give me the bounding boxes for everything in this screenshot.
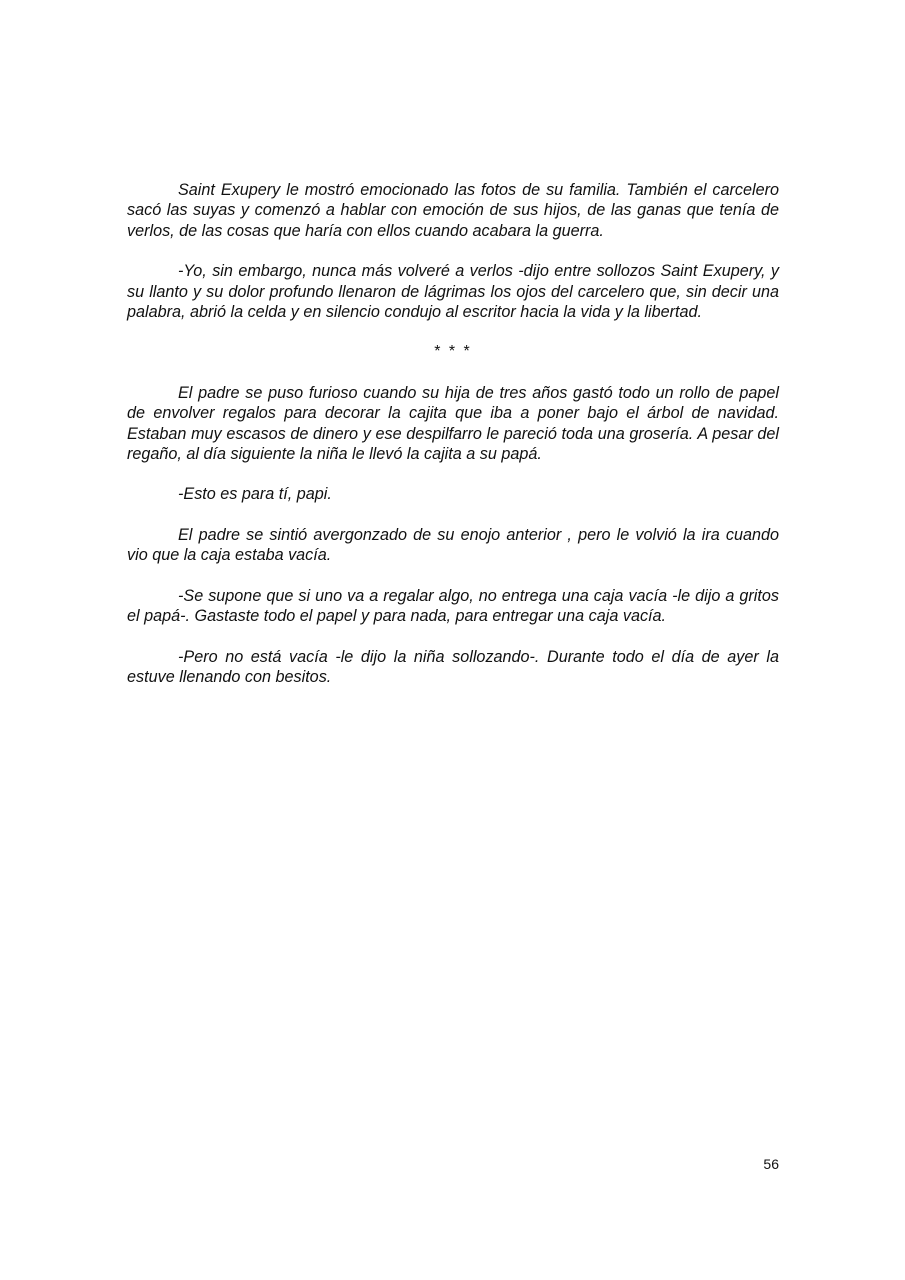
paragraph: El padre se sintió avergonzado de su enojo anterior , pero le volvió la ira cuando vio que la caja estaba vacía.: [127, 525, 779, 565]
section-separator: * * *: [434, 343, 472, 361]
page-number: 56: [763, 1156, 779, 1172]
paragraph: -Yo, sin embargo, nunca más volveré a verlos -dijo entre sollozos Saint Exupery, y su llanto y su dolor profundo llenaron de lágrimas los ojos del carcelero que, sin decir una palabra, abrió la celda y en silencio condujo al escritor hacia la vida y la libertad.: [127, 262, 779, 322]
paragraph: -Esto es para tí, papi.: [178, 485, 332, 504]
body-text: [127, 180, 779, 707]
paragraph: El padre se puso furioso cuando su hija de tres años gastó todo un rollo de papel de envolver regalos para decorar la cajita que iba a poner bajo el árbol de navidad. Estaban muy escasos de dinero y ese despilfarro le pareció toda una grosería. A pesar del regaño, al día siguiente la niña le llevó la cajita a su papá.: [127, 383, 779, 464]
paragraph: -Se supone que si uno va a regalar algo, no entrega una caja vacía -le dijo a gritos el papá-. Gastaste todo el papel y para nada, para entregar una caja vacía.: [127, 586, 779, 626]
paragraph: -Pero no está vacía -le dijo la niña sollozando-. Durante todo el día de ayer la estuve llenando con besitos.: [127, 647, 779, 686]
paragraph: Saint Exupery le mostró emocionado las fotos de su familia. También el carcelero sacó las suyas y comenzó a hablar con emoción de sus hijos, de las ganas que tenía de verlos, de las cosas que haría con ellos cuando acabara la guerra.: [127, 181, 779, 240]
